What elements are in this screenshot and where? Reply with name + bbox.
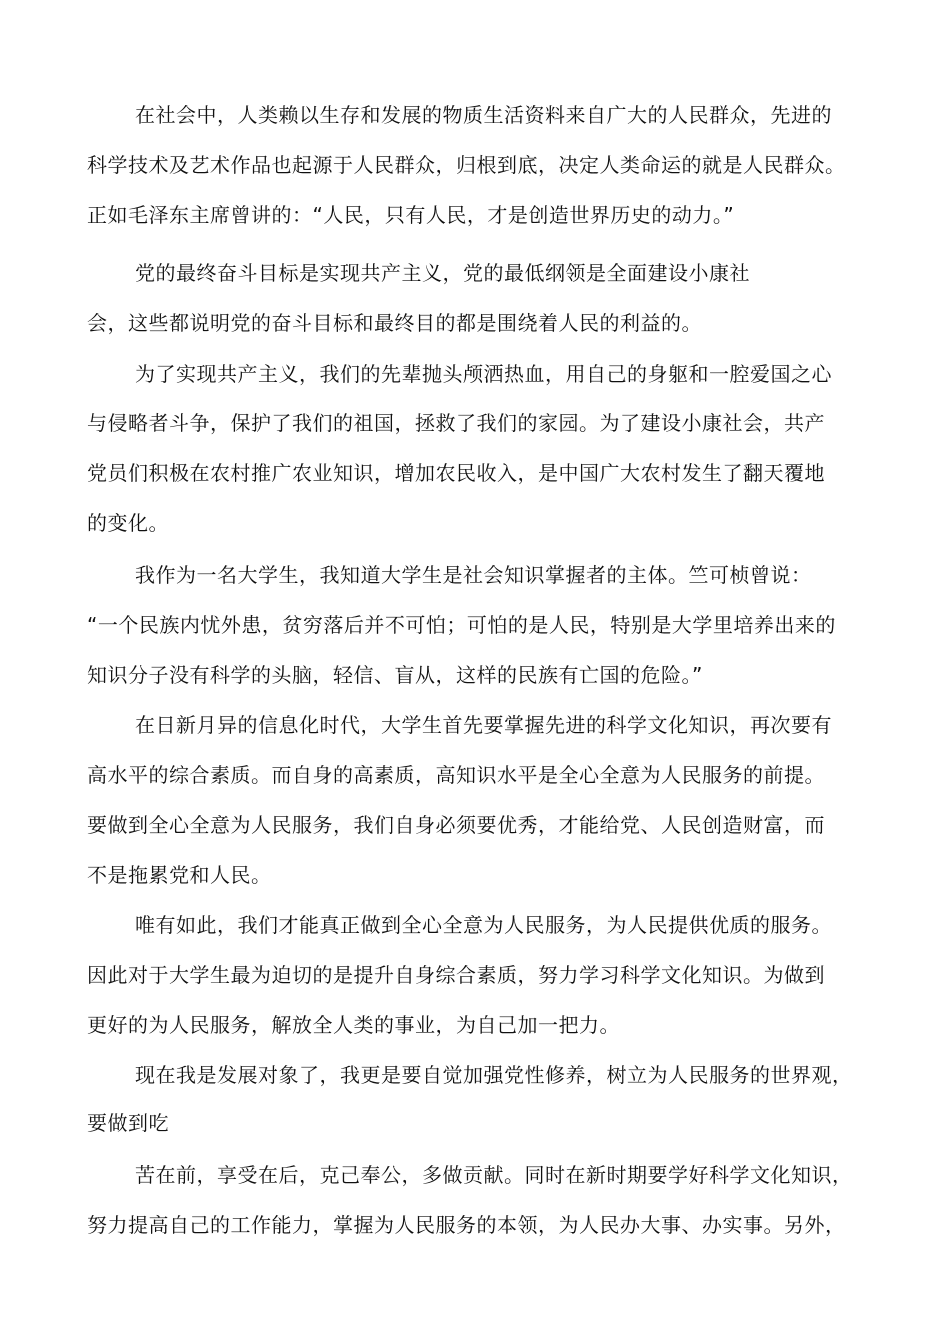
text-line: 为了实现共产主义，我们的先辈抛头颅洒热血，用自己的身躯和一腔爱国之心 (135, 362, 832, 386)
text-line: 党的最终奋斗目标是实现共产主义，党的最低纲领是全面建设小康社 (135, 261, 750, 285)
text-line: 在社会中，人类赖以生存和发展的物质生活资料来自广大的人民群众，先进的 (135, 103, 832, 127)
text-line: 的变化。 (87, 511, 169, 535)
text-line: 知识分子没有科学的头脑，轻信、盲从，这样的民族有亡国的危险。” (87, 663, 703, 687)
text-line: 努力提高自己的工作能力，掌握为人民服务的本领，为人民办大事、办实事。另外， (87, 1213, 846, 1237)
text-line: 与侵略者斗争，保护了我们的祖国，拯救了我们的家园。为了建设小康社会，共产 (87, 411, 825, 435)
text-line: 因此对于大学生最为迫切的是提升自身综合素质，努力学习科学文化知识。为做到 (87, 963, 825, 987)
text-line: 在日新月异的信息化时代，大学生首先要掌握先进的科学文化知识，再次要有 (135, 713, 832, 737)
text-line: 要做到全心全意为人民服务，我们自身必须要优秀，才能给党、人民创造财富，而 (87, 813, 825, 837)
text-line: 正如毛泽东主席曾讲的：“人民，只有人民，才是创造世界历史的动力。” (87, 203, 735, 227)
text-line: 党员们积极在农村推广农业知识，增加农民收入，是中国广大农村发生了翻天覆地 (87, 461, 825, 485)
text-line: 我作为一名大学生，我知道大学生是社会知识掌握者的主体。竺可桢曾说： (135, 563, 812, 587)
text-line: 苦在前，享受在后，克己奉公，多做贡献。同时在新时期要学好科学文化知识， (135, 1163, 853, 1187)
text-line: “一个民族内忧外患，贫穷落后并不可怕；可怕的是人民，特别是大学里培养出来的 (87, 613, 836, 637)
text-line: 更好的为人民服务，解放全人类的事业，为自己加一把力。 (87, 1013, 620, 1037)
text-line: 唯有如此，我们才能真正做到全心全意为人民服务，为人民提供优质的服务。 (135, 913, 832, 937)
text-line: 科学技术及艺术作品也起源于人民群众，归根到底，决定人类命运的就是人民群众。 (87, 153, 846, 177)
text-line: 现在我是发展对象了，我更是要自觉加强党性修养，树立为人民服务的世界观， (135, 1063, 853, 1087)
text-line: 高水平的综合素质。而自身的高素质，高知识水平是全心全意为人民服务的前提。 (87, 763, 825, 787)
text-line: 会，这些都说明党的奋斗目标和最终目的都是围绕着人民的利益的。 (87, 311, 702, 335)
text-line: 要做到吃 (87, 1111, 169, 1135)
text-line: 不是拖累党和人民。 (87, 863, 272, 887)
